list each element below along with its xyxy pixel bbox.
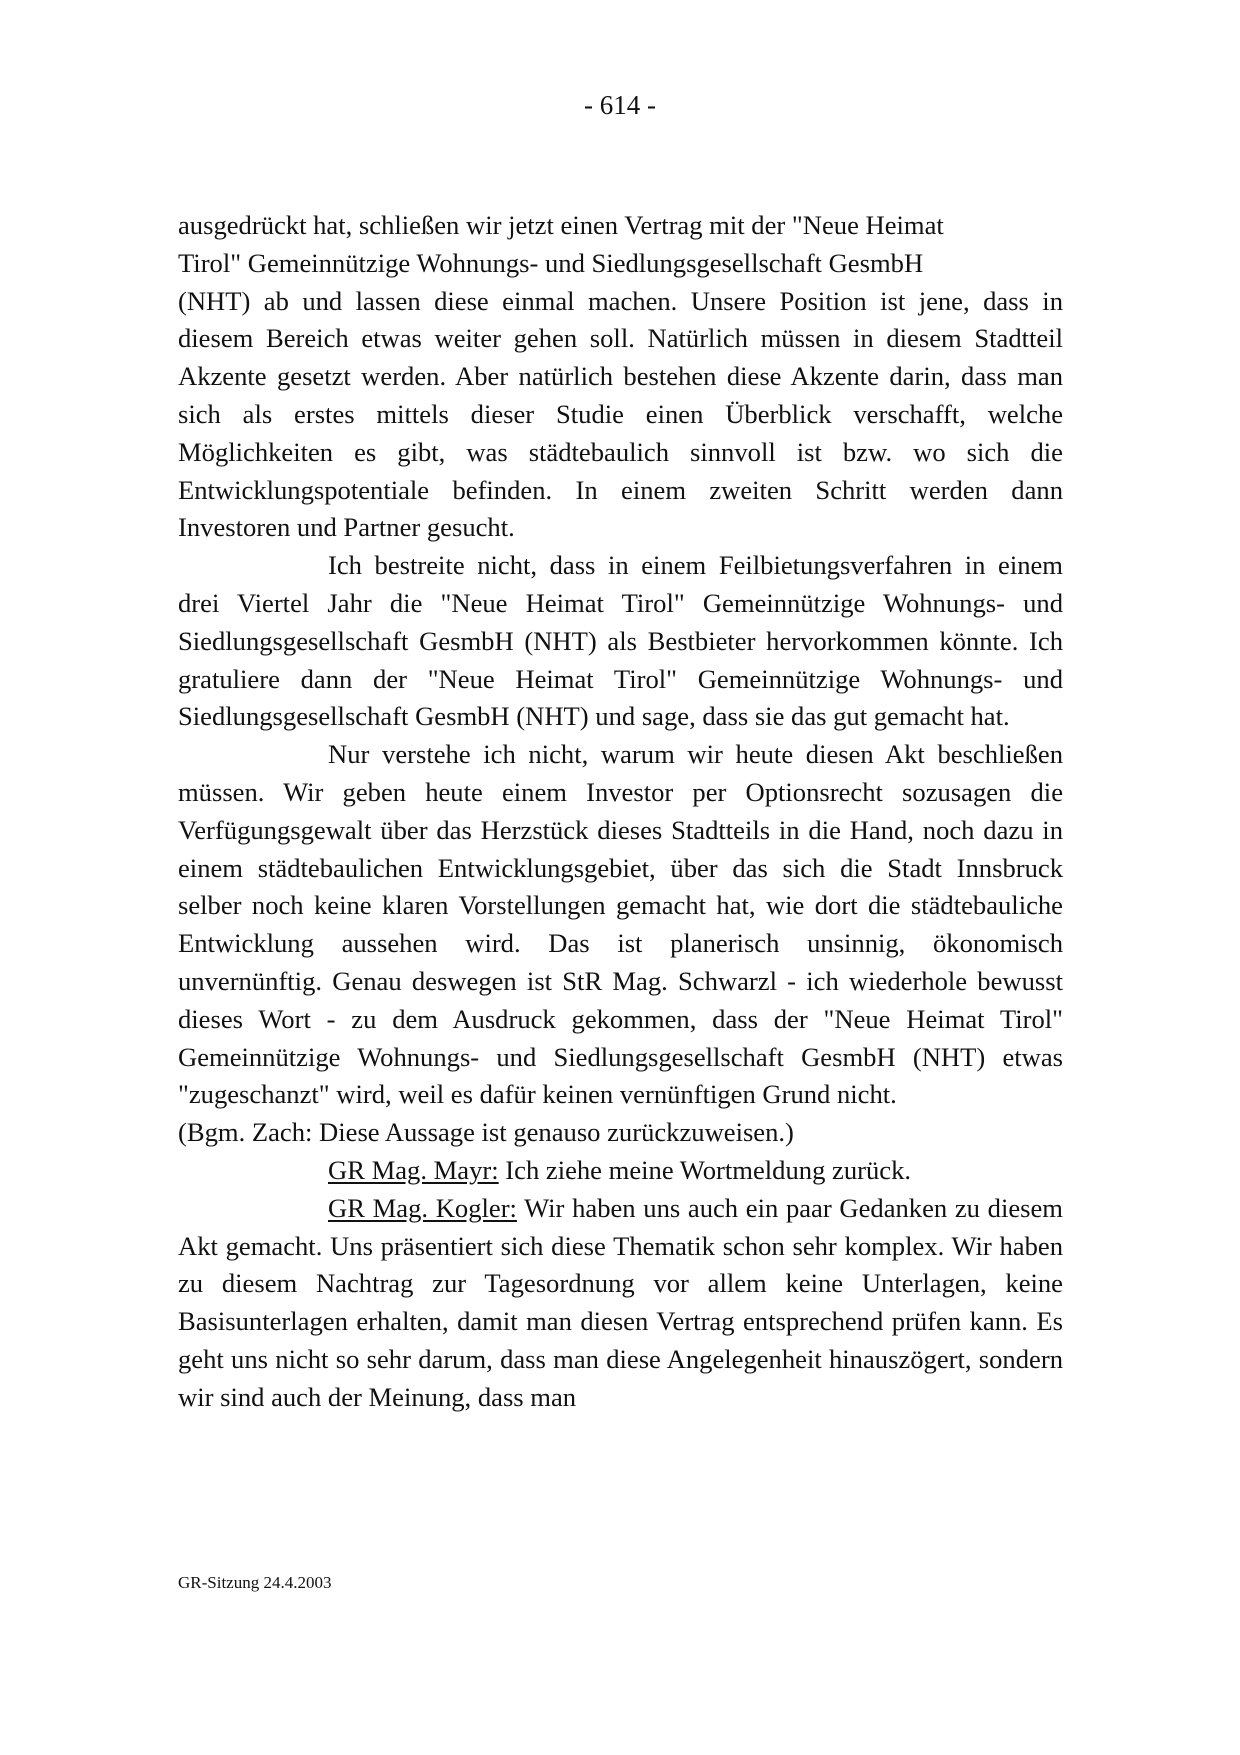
paragraph-contract-rest: (NHT) ab und lassen diese einmal machen. Unsere Position ist jene, dass in diesem Bereich etwas weiter gehen soll. Natürlich müssen in diesem Stadtteil Akzente gesetzt werden. Aber natürlich bestehen diese Akzente darin, dass man sich als erstes mittels dieser Studie einen Überblick verschafft, welche Möglichkeiten es gibt, was städtebaulich sinnvoll ist bzw. wo sich die Entwicklungspotentiale befinden. In einem zweiten Schritt werden dann Investoren und Partner gesucht. — [178, 285, 1063, 543]
footer-session-date: GR-Sitzung 24.4.2003 — [178, 1573, 332, 1592]
speaker-mayr: GR Mag. Mayr: — [328, 1154, 499, 1185]
paragraph-auction: Ich bestreite nicht, dass in einem Feilbietungsverfahren in einem drei Viertel Jahr die "Neue Heimat Tirol" Gemeinnützige Wohnungs- und Siedlungsgesellschaft GesmbH (NHT) als Bestbieter hervorkommen könnte. Ich gratuliere dann der "Neue Heimat Tirol" Gemeinnützige Wohnungs- und Siedlungsgesellschaft GesmbH (NHT) und sage, dass sie das gut gemacht hat. — [178, 550, 1063, 732]
statement-mayr — [178, 1152, 1063, 1190]
statement-mayr-text: Ich ziehe meine Wortmeldung zurück. — [498, 1154, 912, 1185]
paragraph-decision: Nur verstehe ich nicht, warum wir heute diesen Akt beschließen müssen. Wir geben heute einem Investor per Optionsrecht sozusagen die Verfügungsgewalt über das Herzstück dieses Stadtteils in die Hand, noch dazu in einem städtebaulichen Entwicklungsgebiet, über das sich die Stadt Innsbruck selber noch keine klaren Vorstellungen gemacht hat, wie dort die städtebauliche Entwicklung aussehen wird. Das ist planerisch unsinnig, ökonomisch unvernünftig. Genau deswegen ist StR Mag. Schwarzl - ich wiederhole bewusst dieses Wort - zu dem Ausdruck gekommen, dass der "Neue Heimat Tirol" Gemeinnützige Wohnungs- und Siedlungsgesellschaft GesmbH (NHT) etwas "zugeschanzt" wird, weil es dafür keinen vernünftigen Grund nicht. — [178, 739, 1063, 1110]
speaker-kogler: GR Mag. Kogler: — [328, 1192, 517, 1223]
paragraph-contract-line-2: Tirol" Gemeinnützige Wohnungs- und Siedlungsgesellschaft GesmbH — [178, 247, 924, 278]
paragraph-contract — [178, 207, 1063, 547]
document-body — [178, 207, 1063, 1417]
paragraph-contract-line-1: ausgedrückt hat, schließen wir jetzt einen Vertrag mit der "Neue Heimat — [178, 210, 944, 240]
statement-kogler — [178, 1190, 1063, 1417]
statement-kogler-text: Wir haben uns auch ein paar Gedanken zu diesem Akt gemacht. Uns präsentiert sich diese Thematik schon sehr komplex. Wir haben zu diesem Nachtrag zur Tagesordnung vor allem keine Unterlagen, keine Basisunterlagen erhalten, damit man diesen Vertrag entsprechend prüfen kann. Es geht uns nicht so sehr darum, dass man diese Angelegenheit hinauszögert, sondern wir sind auch der Meinung, dass man — [178, 1192, 1063, 1412]
interjection-mayor: (Bgm. Zach: Diese Aussage ist genauso zurückzuweisen.) — [178, 1117, 794, 1148]
page-number: - 614 - — [584, 90, 656, 120]
